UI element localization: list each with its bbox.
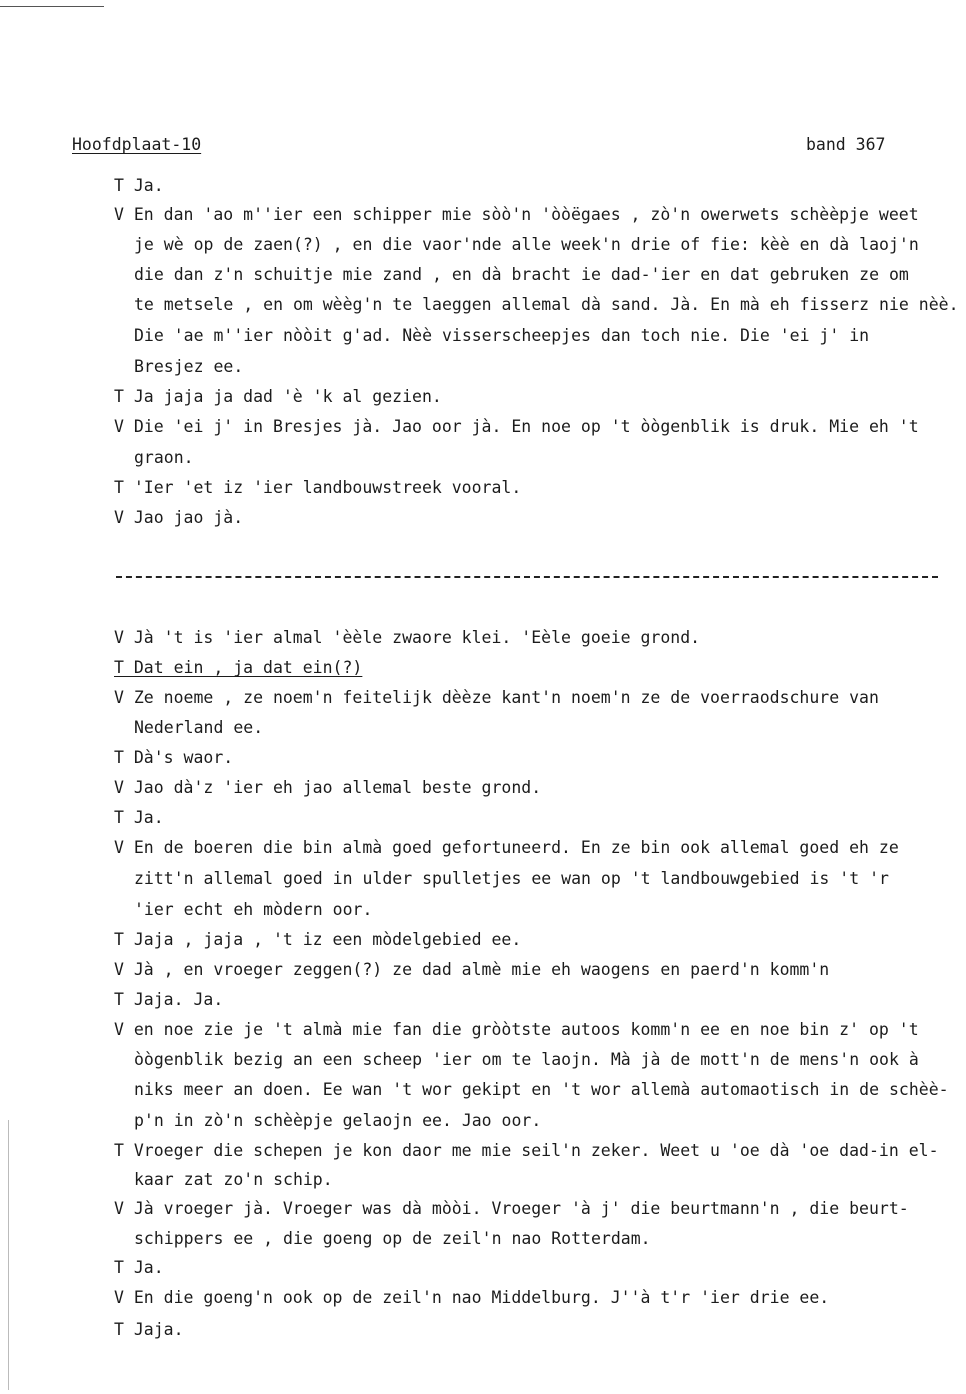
transcript-line: zitt'n allemal goed in ulder spulletjes ee wan op 't landbouwgebied is 't 'r xyxy=(134,869,889,888)
transcript-line: Bresjez ee. xyxy=(134,357,244,376)
top-rule xyxy=(0,6,104,7)
transcript-line: graon. xyxy=(134,448,194,467)
transcript-line: T Dat ein , ja dat ein(?) xyxy=(114,658,363,677)
transcript-line: T Jaja. xyxy=(114,1320,184,1339)
page-header-band: band 367 xyxy=(806,135,886,154)
section-separator xyxy=(116,576,938,578)
transcript-line: T Jaja. Ja. xyxy=(114,990,224,1009)
transcript-line: p'n in zò'n schèèpje gelaojn ee. Jao oor. xyxy=(134,1111,542,1130)
transcript-line: kaar zat zo'n schip. xyxy=(134,1170,333,1189)
transcript-line: V Ze noeme , ze noem'n feitelijk dèèze kant'n noem'n ze de voerraodschure van xyxy=(114,688,879,707)
transcript-line: V En dan 'ao m''ier een schipper mie sòò'n 'òòëgaes , zò'n owerwets schèèpje weet xyxy=(114,205,919,224)
left-margin-rule xyxy=(8,1120,9,1390)
page-header-title: Hoofdplaat-10 xyxy=(72,135,202,154)
transcript-line: òògenblik bezig an een scheep 'ier om te laojn. Mà jà de mott'n de mens'n ook à xyxy=(134,1050,919,1069)
transcript-line: V Jao jao jà. xyxy=(114,508,244,527)
transcript-line: T 'Ier 'et iz 'ier landbouwstreek vooral. xyxy=(114,478,522,497)
transcript-line: schippers ee , die goeng op de zeil'n nao Rotterdam. xyxy=(134,1229,651,1248)
transcript-line: T Ja. xyxy=(114,1258,164,1277)
transcript-line: T Jaja , jaja , 't iz een mòdelgebied ee. xyxy=(114,930,522,949)
transcript-line: V Jao dà'z 'ier eh jao allemal beste grond. xyxy=(114,778,542,797)
transcript-line: V en noe zie je 't almà mie fan die gròòtste autoos komm'n ee en noe bin z' op 't xyxy=(114,1020,919,1039)
transcript-line: V Jà 't is 'ier almal 'èèle zwaore klei. 'Eèle goeie grond. xyxy=(114,628,701,647)
transcript-line: V Jà , en vroeger zeggen(?) ze dad almè mie eh waogens en paerd'n komm'n xyxy=(114,960,830,979)
transcript-line: V En die goeng'n ook op de zeil'n nao Middelburg. J''à t'r 'ier drie ee. xyxy=(114,1288,830,1307)
transcript-line: V Jà vroeger jà. Vroeger was dà mòòi. Vroeger 'à j' die beurtmann'n , die beurt- xyxy=(114,1199,909,1218)
transcript-line: te metsele , en om wèèg'n te laeggen allemal dà sand. Jà. En mà eh fisserz nie nèè. xyxy=(134,295,959,314)
transcript-line: 'ier echt eh mòdern oor. xyxy=(134,900,373,919)
transcript-line: die dan z'n schuitje mie zand , en dà bracht ie dad-'ier en dat gebruken ze om xyxy=(134,265,909,284)
transcript-line: T Ja. xyxy=(114,808,164,827)
transcript-line: T Ja. xyxy=(114,176,164,195)
transcript-line: niks meer an doen. Ee wan 't wor gekipt en 't wor allemà automaotisch in de schèè- xyxy=(134,1080,949,1099)
transcript-line: T Vroeger die schepen je kon daor me mie seil'n zeker. Weet u 'oe dà 'oe dad-in el- xyxy=(114,1141,939,1160)
transcript-line: je wè op de zaen(?) , en die vaor'nde alle week'n drie of fie: kèè en dà laoj'n xyxy=(134,235,919,254)
transcript-line: T Dà's waor. xyxy=(114,748,234,767)
transcript-line: V Die 'ei j' in Bresjes jà. Jao oor jà. En noe op 't òògenblik is druk. Mie eh 't xyxy=(114,417,919,436)
transcript-line: Die 'ae m''ier nòòit g'ad. Nèè visserscheepjes dan toch nie. Die 'ei j' in xyxy=(134,326,870,345)
transcript-line: Nederland ee. xyxy=(134,718,264,737)
transcript-line: T Ja jaja ja dad 'è 'k al gezien. xyxy=(114,387,442,406)
transcript-line: V En de boeren die bin almà goed gefortuneerd. En ze bin ook allemal goed eh ze xyxy=(114,838,899,857)
